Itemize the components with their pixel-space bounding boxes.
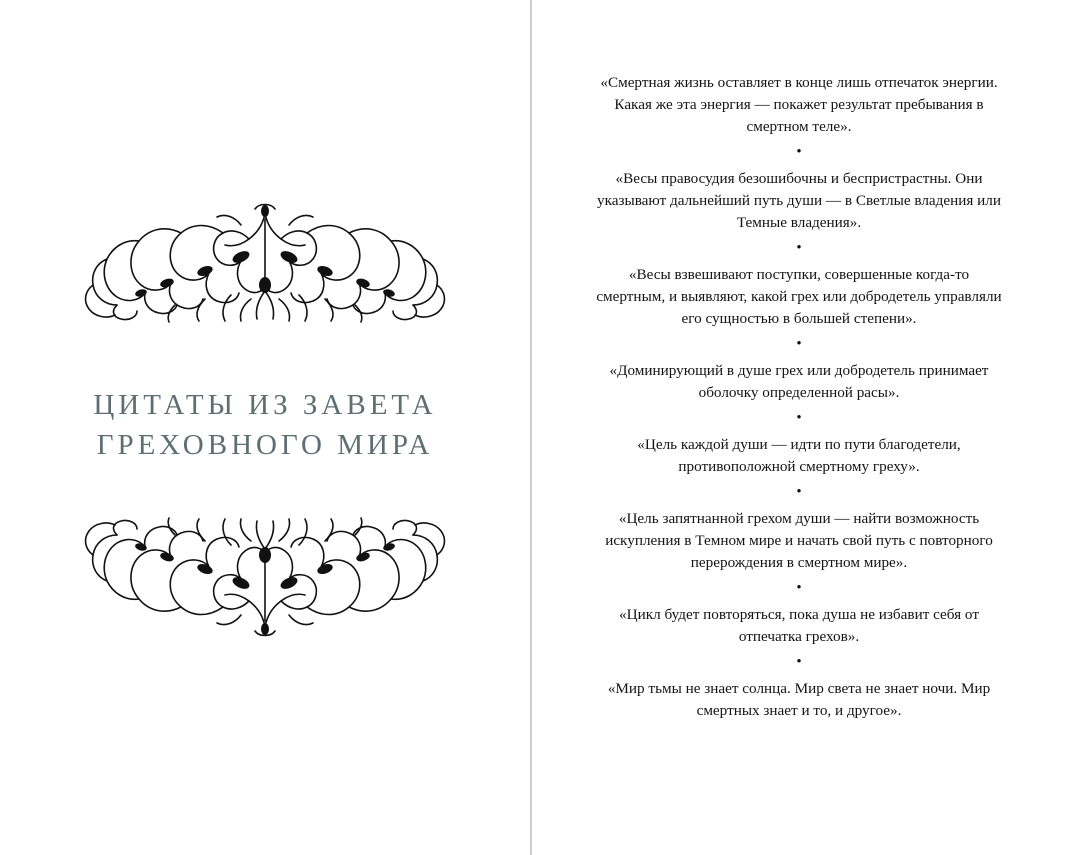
right-page [532,0,1066,855]
quote-item: «Цикл будет повторяться, пока душа не избавит себя от отпечатка грехов». [619,606,979,645]
bullet-separator-icon: • [796,240,802,256]
bullet-separator-icon: • [796,580,802,596]
bullet-separator-icon: • [796,484,802,500]
title-line-2: ГРЕХОВНОГО МИРА [96,429,434,461]
title-line-1: ЦИТАТЫ ИЗ ЗАВЕТА [93,389,437,421]
quote-item: «Цель каждой души — идти по пути благодетели, противоположной смертному греху». [637,436,961,475]
quote-item: «Весы взвешивают поступки, совершенные когда-то смертным, и выявляют, какой грех или добродетель управляли его сущностью в большей степени». [596,266,1002,327]
quote-list [594,72,1004,722]
quote-item: «Мир тьмы не знает солнца. Мир света не знает ночи. Мир смертных знает и то, и другое». [607,680,991,719]
bullet-separator-icon: • [796,144,802,160]
bullet-separator-icon: • [796,336,802,352]
quote-item: «Цель запятнанной грехом души — найти возможность искупления в Темном мире и начать свой путь с повторного перерождения в смертном мире». [605,510,993,571]
floral-ornament-top [45,195,485,325]
page-title [0,385,530,465]
bullet-separator-icon: • [796,654,802,670]
left-page [0,0,530,855]
quote-item: «Доминирующий в душе грех или добродетель принимает оболочку определенной расы». [609,362,989,401]
quote-item: «Весы правосудия безошибочны и беспристрастны. Они указывают дальнейший путь души — в Светлые владения или Темные владения». [597,170,1001,231]
floral-ornament-bottom [45,515,485,645]
quote-item: «Смертная жизнь оставляет в конце лишь отпечаток энергии. Какая же эта энергия — покажет результат пребывания в смертном теле». [600,74,998,135]
bullet-separator-icon: • [796,410,802,426]
